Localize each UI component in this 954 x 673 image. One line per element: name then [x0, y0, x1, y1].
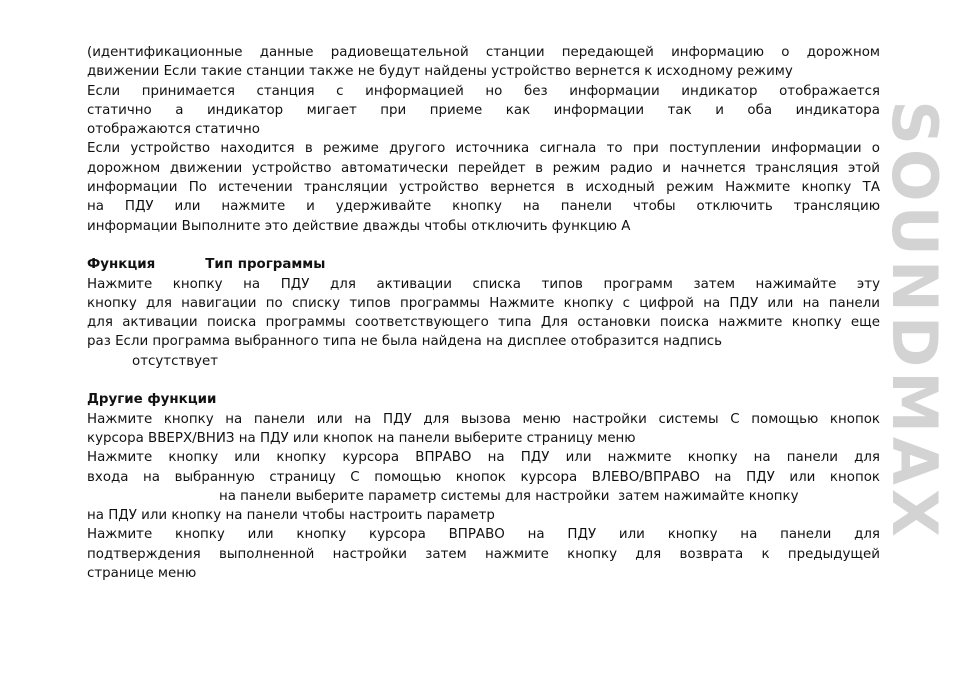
text-line: курсора ВВЕРХ/ВНИЗ на ПДУ или кнопок на панели выберите страницу меню — [87, 430, 636, 446]
text-line: дорожном движении устройство автоматически перейдет в режим радио и начнется трансляция этой — [87, 160, 880, 176]
text-line: информации Выполните это действие дважды чтобы отключить функцию А — [87, 218, 631, 234]
spacer — [87, 236, 880, 255]
text-line: на ПДУ или кнопку на панели чтобы настроить параметр — [87, 508, 495, 524]
heading-function: Функция — [87, 257, 156, 273]
text-line: движении Если такие станции также не будут найдены устройство вернется к исходному режиму — [87, 64, 793, 80]
section-other-functions — [87, 390, 880, 583]
text-line: информации По истечении трансляции устройство вернется в исходный режим Нажмите кнопку ТА — [87, 180, 880, 196]
paragraph-ta — [87, 43, 880, 236]
brand-logo-text: SOUNDMAX — [877, 99, 951, 541]
brand-logo — [877, 40, 951, 600]
text-line: для активации поиска программы соответствующего типа Для остановки поиска нажмите кнопку еще — [87, 315, 880, 331]
text-line: (идентификационные данные радиовещательной станции передающей информацию о дорожном — [87, 45, 880, 60]
section-pty — [87, 255, 880, 371]
section-heading: Другие функции — [87, 392, 217, 408]
spacer — [87, 371, 880, 390]
manual-page — [87, 43, 880, 583]
text-line: Если принимается станция с информацией но без информации индикатор отображается — [87, 83, 880, 99]
text-line: отображаются статично — [87, 122, 260, 138]
text-line: Нажмите кнопку или кнопку курсора ВПРАВО на ПДУ или кнопку на панели для — [87, 527, 880, 543]
text-line: кнопку для навигации по списку типов программы Нажмите кнопку с цифрой на ПДУ или на панели — [87, 295, 880, 311]
text-line: входа на выбранную страницу С помощью кнопок курсора ВЛЕВО/ВПРАВО на ПДУ или кнопок — [87, 469, 880, 485]
text-line: на панели выберите параметр системы для настройки затем нажимайте кнопку — [87, 488, 799, 504]
text-line: странице меню — [87, 566, 197, 582]
text-line: Если устройство находится в режиме другого источника сигнала то при поступлении информации о — [87, 141, 880, 157]
section-heading — [87, 255, 880, 274]
text-line: статично а индикатор мигает при приеме как информации так и оба индикатора — [87, 102, 880, 118]
text-line: Нажмите кнопку на ПДУ для активации списка типов программ затем нажимайте эту — [87, 276, 880, 292]
text-line: на ПДУ или нажмите и удерживайте кнопку на панели чтобы отключить трансляцию — [87, 199, 880, 215]
text-line: Нажмите кнопку или кнопку курсора ВПРАВО на ПДУ или нажмите кнопку на панели для — [87, 450, 880, 466]
text-line: раз Если программа выбранного типа не была найдена на дисплее отобразится надпись — [87, 334, 723, 350]
text-line-indented: отсутствует — [132, 353, 219, 369]
heading-program-type: Тип программы — [205, 257, 326, 273]
text-line: Нажмите кнопку на панели или на ПДУ для вызова меню настройки системы С помощью кнопок — [87, 411, 880, 427]
text-line: подтверждения выполненной настройки затем нажмите кнопку для возврата к предыдущей — [87, 546, 880, 562]
